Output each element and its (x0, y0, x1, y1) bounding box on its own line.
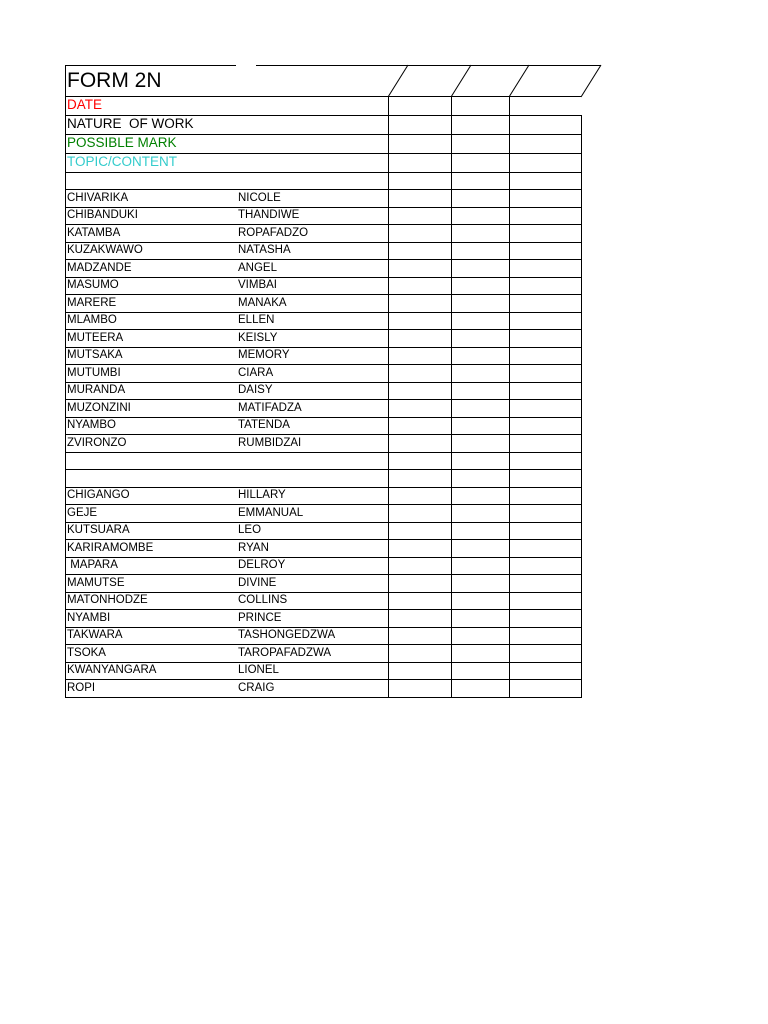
student-first-name: MATIFADZA (238, 401, 302, 414)
slant-line-4 (581, 65, 601, 97)
student-first-name: RYAN (238, 541, 269, 554)
student-first-name: DELROY (238, 559, 286, 571)
date-label: DATE (67, 97, 103, 112)
student-surname: MAPARA (67, 559, 118, 571)
table-row-border (65, 277, 581, 278)
table-row-border (65, 207, 581, 208)
table-row-border (65, 294, 581, 295)
table-row-border (65, 504, 581, 505)
student-first-name: THANDIWE (238, 209, 300, 221)
vline-right (581, 115, 582, 698)
student-surname: CHIVARIKA (67, 191, 129, 204)
student-first-name: TAROPAFADZWA (238, 646, 332, 659)
student-first-name: TATENDA (238, 419, 290, 431)
hline-nature-top (65, 115, 581, 116)
student-first-name: MEMORY (238, 349, 290, 361)
vline-col2 (451, 96, 452, 698)
table-row-border (65, 609, 581, 610)
student-first-name: LIONEL (238, 664, 279, 676)
student-first-name: HILLARY (238, 489, 286, 501)
table-row-border (65, 364, 581, 365)
slant-line-2 (451, 65, 471, 97)
student-surname: ZVIRONZO (67, 436, 127, 449)
student-surname: TSOKA (67, 646, 106, 659)
form-title: FORM 2N (67, 69, 162, 92)
student-surname: MURANDA (67, 384, 126, 396)
vline-col1 (388, 96, 389, 698)
student-first-name: NATASHA (238, 244, 291, 256)
student-first-name: CIARA (238, 366, 274, 379)
student-surname: MUTSAKA (67, 349, 123, 361)
possible-mark-label: POSSIBLE MARK (67, 135, 177, 150)
table-row-border (65, 539, 581, 540)
student-first-name: ANGEL (238, 261, 277, 274)
table-row-border (65, 242, 581, 243)
table-row-border (65, 382, 581, 383)
student-first-name: ELLEN (238, 314, 275, 326)
student-first-name: RUMBIDZAI (238, 436, 302, 449)
student-surname: MUTEERA (67, 331, 124, 344)
student-first-name: LEO (238, 524, 262, 536)
nature-of-work-label: NATURE OF WORK (67, 116, 194, 131)
student-first-name: KEISLY (238, 331, 278, 344)
student-surname: MADZANDE (67, 261, 132, 274)
student-surname: NYAMBO (67, 419, 116, 431)
slant-line-3 (509, 65, 529, 97)
student-surname: CHIBANDUKI (67, 209, 138, 221)
vline-left (65, 65, 66, 698)
student-surname: MUTUMBI (67, 366, 121, 379)
table-row-border (65, 662, 581, 663)
student-first-name: NICOLE (238, 191, 281, 204)
table-row-border (65, 644, 581, 645)
student-surname: KWANYANGARA (67, 664, 157, 676)
student-surname: MASUMO (67, 279, 119, 291)
student-surname: MLAMBO (67, 314, 117, 326)
student-first-name: MANAKA (238, 296, 287, 309)
table-row-border (65, 312, 581, 313)
hline-blank-top (65, 172, 581, 173)
student-surname: MAMUTSE (67, 576, 125, 589)
table-row-border (65, 329, 581, 330)
hline-date-top (65, 96, 581, 97)
topic-content-label: TOPIC/CONTENT (67, 154, 178, 169)
student-surname: KARIRAMOMBE (67, 541, 154, 554)
table-row-border (65, 259, 581, 260)
student-surname: CHIGANGO (67, 489, 130, 501)
table-row-border (65, 557, 581, 558)
student-first-name: DIVINE (238, 576, 277, 589)
student-first-name: ROPAFADZO (238, 226, 309, 239)
student-surname: KUTSUARA (67, 524, 130, 536)
slant-line-1 (388, 65, 408, 97)
student-first-name: PRINCE (238, 611, 282, 624)
table-row-border (65, 679, 581, 680)
table-row-border (65, 399, 581, 400)
student-surname: GEJE (67, 506, 98, 519)
hline-topic-top (65, 153, 581, 154)
table-row-border (65, 452, 581, 453)
student-first-name: CRAIG (238, 681, 275, 694)
student-first-name: COLLINS (238, 594, 288, 606)
table-row-border (65, 627, 581, 628)
table-row-border (65, 347, 581, 348)
student-first-name: EMMANUAL (238, 506, 304, 519)
table-row-border (65, 697, 581, 698)
student-surname: NYAMBI (67, 611, 111, 624)
student-surname: KUZAKWAWO (67, 244, 143, 256)
table-row-border (65, 224, 581, 225)
student-first-name: VIMBAI (238, 279, 277, 291)
student-surname: KATAMBA (67, 226, 121, 239)
student-surname: MUZONZINI (67, 401, 131, 414)
hline-mark-top (65, 134, 581, 135)
table-row-border (65, 522, 581, 523)
table-row-border (65, 469, 581, 470)
student-surname: MATONHODZE (67, 594, 148, 606)
table-row-border (65, 487, 581, 488)
hline-list-top (65, 189, 581, 190)
student-surname: ROPI (67, 681, 96, 694)
student-first-name: TASHONGEDZWA (238, 629, 336, 641)
table-row-border (65, 434, 581, 435)
student-first-name: DAISY (238, 384, 273, 396)
student-surname: TAKWARA (67, 629, 123, 641)
vline-col3 (509, 96, 510, 698)
table-row-border (65, 574, 581, 575)
table-row-border (65, 592, 581, 593)
table-row-border (65, 417, 581, 418)
student-surname: MARERE (67, 296, 117, 309)
